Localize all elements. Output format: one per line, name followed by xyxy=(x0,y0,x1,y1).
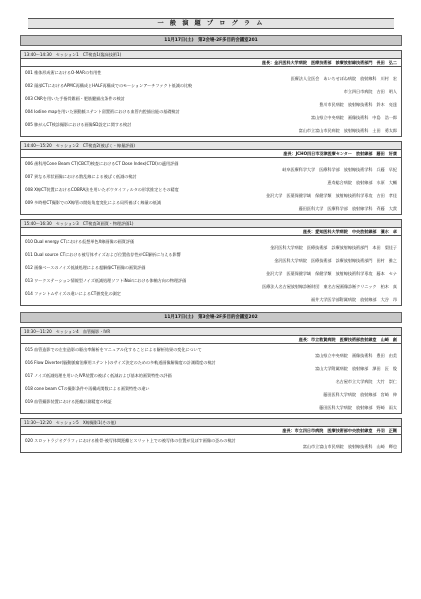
session-chair: 座長：市立敦賀病院 医療技術部放射線室 山崎 創 xyxy=(20,336,402,344)
presenter-affiliation: 金沢大学 医薬保健学域 保健学類 放射線技術科学専攻 藤本 セナ xyxy=(266,271,397,276)
presentation-item xyxy=(21,291,401,302)
presenter-affiliation: 医療法人名古屋放射線診断財団 東名古屋画像診断クリニック 柏木 真 xyxy=(262,284,397,289)
presenter-affiliation: 富山大学附属病院 放射線部 澤田 匠 俊 xyxy=(315,366,397,371)
presentation-title: 002 頭部CTにおけるAPMC再構成とHALF再構成でのモーションアーチファクト低減の比較 xyxy=(25,83,193,88)
session-chair: 座長：愛知医科大学病院 中央放射線部 濱水 卓 xyxy=(20,228,402,236)
presentation-title: 011 Dual source CTにおける被写体サイズおよび位置依存性がCE解析に与える影響 xyxy=(25,252,181,257)
presentation-item xyxy=(21,187,401,198)
presenter-affiliation: 名古屋市立大学病院 大竹 崇仁 xyxy=(335,379,397,384)
session-entries xyxy=(20,344,402,414)
presentation-item xyxy=(21,252,401,263)
presenter-affiliation: 医療法人全医会 あいちせぼね病院 放射線科 川村 宏 xyxy=(290,76,397,81)
program-page xyxy=(20,8,402,453)
presentation-item xyxy=(21,278,401,289)
presentation-item xyxy=(21,83,401,94)
presentation-item xyxy=(21,438,401,449)
presentation-item xyxy=(21,399,401,410)
presenter-affiliation: 富山市立富山市民病院 放射線技術科 山崎 輝也 xyxy=(302,444,397,449)
presentation-title: 012 画像ベースのノイズ低減処理による超解像CT画像の画質評価 xyxy=(25,265,146,270)
presentation-item xyxy=(21,200,401,211)
presenter-affiliation: 富山市立富山市民病院 放射線技術科 土田 勇太郎 xyxy=(298,128,397,133)
session-chair: 座長：JCHO四日市羽津医療センター 放射線部 藤田 好康 xyxy=(20,150,402,158)
session-chair: 座長：市立四日市病院 医療技術部中央放射線室 丹羽 正剛 xyxy=(20,427,402,435)
presentation-item xyxy=(21,265,401,276)
program-days xyxy=(20,35,402,453)
page-title: 一 般 演 題 プ ロ グ ラ ム xyxy=(28,18,394,29)
presentation-item xyxy=(21,70,401,81)
presentation-item xyxy=(21,239,401,250)
session-time: 10:30～11:20 セッション4 血管撮影・IVR xyxy=(20,327,402,336)
session-entries xyxy=(20,435,402,453)
presentation-title: 008 X線CT装置におけるCOBRA法を用いたボウタイフィルタの形状推定とその精度 xyxy=(25,187,179,192)
presentation-title: 014 ファントムサイズの違いによるCT値変化の測定 xyxy=(25,291,121,296)
presentation-title: 018 cone beam CTの撮影条件や再構成関数による画質特性の違い xyxy=(25,386,150,391)
presentation-item xyxy=(21,386,401,397)
session-chair: 座長：金沢医科大学病院 医療技術部 診療放射線技術部門 長田 弘二 xyxy=(20,59,402,67)
presentation-title: 005 肺がんCT検診撮影における画像SD設定に関する検討 xyxy=(25,122,132,127)
presenter-affiliation: 富山県立中央病院 画像技術科 豊田 由美 xyxy=(315,353,397,358)
presenter-affiliation: 豊川市民病院 放射線技術科 鈴木 亮達 xyxy=(319,102,397,107)
presenter-affiliation: 金沢医科大学病院 医療技術部 診療放射線技術部門 本田 梨佳子 xyxy=(270,245,397,250)
presenter-affiliation: 金沢大学 医薬保健学域 保健学類 放射線技術科学専攻 吉田 孝佳 xyxy=(266,193,397,198)
presentation-item xyxy=(21,174,401,185)
presenter-affiliation: 市立四日市病院 吉田 明人 xyxy=(343,89,397,94)
day-header: 11月17日(土) 第2会場-2F多目的会議室201 xyxy=(20,35,402,46)
session-time: 13:40～14:30 セッション1 CT検査1(臨床技術1) xyxy=(20,50,402,59)
presentation-title: 003 CNRを用いた手指骨錐画・肥筋腱描出条件の検討 xyxy=(25,96,125,101)
presentation-item xyxy=(21,347,401,358)
presentation-title: 007 異なる形状画像における散乱線による被ばく低減の検討 xyxy=(25,174,137,179)
session-entries xyxy=(20,236,402,306)
session-time: 14:40～15:20 セッション2 CT検査2(被ばく・線量評価) xyxy=(20,141,402,150)
presenter-affiliation: 金沢医科大学病院 医療技術部 診療放射線技術部門 田村 雅之 xyxy=(274,258,397,263)
day-block xyxy=(20,312,402,453)
presentation-title: 017 ノイズ低減処理を用いたIVR装置の被ばく低減および基本的画質特性の評価 xyxy=(25,373,172,378)
day-block xyxy=(20,35,402,306)
presentation-title: 013 ワークステーション情報型ノイズ低減処理ソフトiNoirにおける体軸方向の物理評価 xyxy=(25,278,187,283)
presenter-affiliation: 藤田医科大学病院 放射線部 宮崎 伸 xyxy=(323,392,397,397)
presentation-title: 019 血管撮影装置における距離計測精度の検証 xyxy=(25,399,112,404)
presentation-item xyxy=(21,109,401,120)
session-entries xyxy=(20,158,402,215)
presentation-title: 009 多時相CT撮影でのX線管の開始角度変化による局所被ばく線量の低減 xyxy=(25,200,161,205)
presenter-affiliation: 藤田医科大学 医療科学部 放射線学科 斉藤 大貴 xyxy=(298,206,397,211)
presentation-title: 006 歯科用Cone Beam CT(CBCT)検査におけるCT Dose Index(CTDI)の適用評価 xyxy=(25,161,179,166)
day-header: 11月17日(土) 第3会場-2F多目的会議室202 xyxy=(20,312,402,323)
presenter-affiliation: 富山県立中央病院 画像技術科 中島 浩一郎 xyxy=(311,115,397,120)
presentation-title: 010 Dual energy CTにおける仮想単色X線画像の画質評価 xyxy=(25,239,135,244)
presentation-item xyxy=(21,122,401,133)
presentation-item xyxy=(21,96,401,107)
presentation-item xyxy=(21,373,401,384)
presentation-title: 016 Flow Diverter(脳動脈瘤治療用ステント)のサイズ決定のための多軌道画像解像度の計測精度の検討 xyxy=(25,360,216,365)
presentation-title: 001 椎体形成術におけるO-MARの有用性 xyxy=(25,70,102,75)
session-time: 15:40～16:30 セッション3 CT検査3(画質・物理評価1) xyxy=(20,219,402,228)
presentation-item xyxy=(21,161,401,172)
session-entries xyxy=(20,67,402,137)
presentation-title: 004 Iodine mapを用いた頸動脈ステント留置術における血管内腔描出能の基礎検討 xyxy=(25,109,180,114)
presentation-item xyxy=(21,360,401,371)
presenter-affiliation: 福井大学医学部附属病院 放射線部 大谷 昂 xyxy=(311,297,397,302)
presentation-title: 015 血管造影での左室造影の駆出率解析をマニュアル化することによる解析結果の変化について xyxy=(25,347,202,352)
presenter-affiliation: 岐阜医療科学大学 医療科学部 放射線技術学科 兵藤 早紀 xyxy=(282,167,397,172)
session-time: 11:30～12:20 セッション5 X線撮影1(その他) xyxy=(20,418,402,427)
presentation-title: 020 スロットラジオグラフィにおける椎骨-被写体間距離とスリット上での被写体の位置が及ぼす画像の歪みの検討 xyxy=(25,438,236,443)
presenter-affiliation: 藤田医科大学病院 放射線部 野崎 雨太 xyxy=(319,405,397,410)
presenter-affiliation: 恵寿総合病院 放射線部 水原 大輔 xyxy=(327,180,397,185)
